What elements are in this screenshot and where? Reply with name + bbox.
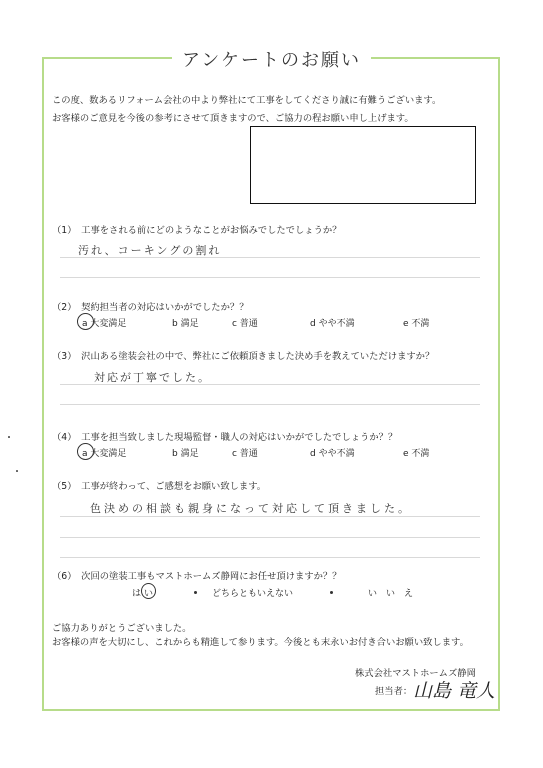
q4-option-d: d やや不満	[310, 449, 355, 459]
q4-option-e: e 不満	[403, 449, 430, 459]
answer-line	[60, 557, 480, 558]
answer-line	[60, 277, 480, 278]
answer-line	[60, 404, 480, 405]
scan-speck	[8, 436, 10, 438]
q2-option-c: c 普通	[232, 319, 258, 329]
closing-line-2: お客様の声を大切にし、これからも精進して参ります。今後とも末永いお付き合いお願い致します。	[52, 637, 469, 648]
answer-5: 色決めの相談も親身になって対応して頂きました。	[90, 502, 412, 515]
scan-speck	[16, 470, 18, 472]
staff-signature: 山島 竜人	[413, 680, 496, 702]
q2-option-e: e 不満	[403, 319, 430, 329]
answer-line	[60, 537, 480, 538]
customer-name-box	[250, 126, 476, 204]
title-area	[0, 46, 543, 72]
answer-3: 対応が丁寧でした。	[94, 371, 211, 384]
q6-option-yes: はい	[132, 589, 157, 599]
question-3: （3） 沢山ある塗装会社の中で、弊社にご依頼頂きました決め手を教えていただけますか？	[52, 351, 435, 362]
staff-label: 担当者：	[375, 686, 413, 697]
selection-circle	[77, 313, 94, 330]
q4-option-a: a 大変満足	[82, 449, 127, 459]
answer-line	[60, 257, 480, 258]
intro-line-1: この度、数あるリフォーム会社の中より弊社にて工事をしてくださり誠に有難うございます。	[52, 95, 442, 106]
question-2: （2） 契約担当者の対応はいかがでしたか？？	[52, 302, 249, 313]
answer-line	[60, 384, 480, 385]
intro-line-2: お客様のご意見を今後の参考にさせて頂きますので、ご協力の程お願い申し上げます。	[52, 113, 414, 124]
company-name: 株式会社マストホームズ静岡	[355, 668, 476, 679]
question-6: （6） 次回の塗装工事もマストホームズ静岡にお任せ頂けますか？？	[52, 571, 342, 582]
survey-title: アンケートのお願い	[172, 46, 371, 72]
answer-line	[60, 516, 480, 517]
selection-circle	[141, 583, 156, 599]
selection-circle	[77, 443, 94, 460]
question-5: （5） 工事が終わって、ご感想をお願い致します。	[52, 481, 267, 492]
q6-option-neutral: どちらともいえない	[212, 589, 294, 599]
separator-dot	[194, 591, 197, 594]
closing-line-1: ご協力ありがとうございました。	[52, 623, 192, 634]
q2-option-b: b 満足	[172, 319, 199, 329]
q4-option-c: c 普通	[232, 449, 258, 459]
q6-option-no: いいえ	[368, 589, 423, 599]
separator-dot	[330, 591, 333, 594]
q4-option-b: b 満足	[172, 449, 199, 459]
question-4: （4） 工事を担当致しました現場監督・職人の対応はいかがでしたでしょうか？？	[52, 432, 398, 443]
q2-option-a: a 大変満足	[82, 319, 127, 329]
answer-1: 汚れ、コーキングの割れ	[78, 244, 222, 257]
q2-option-d: d やや不満	[310, 319, 355, 329]
question-1: （1） 工事をされる前にどのようなことがお悩みでしたでしょうか？	[52, 225, 342, 236]
